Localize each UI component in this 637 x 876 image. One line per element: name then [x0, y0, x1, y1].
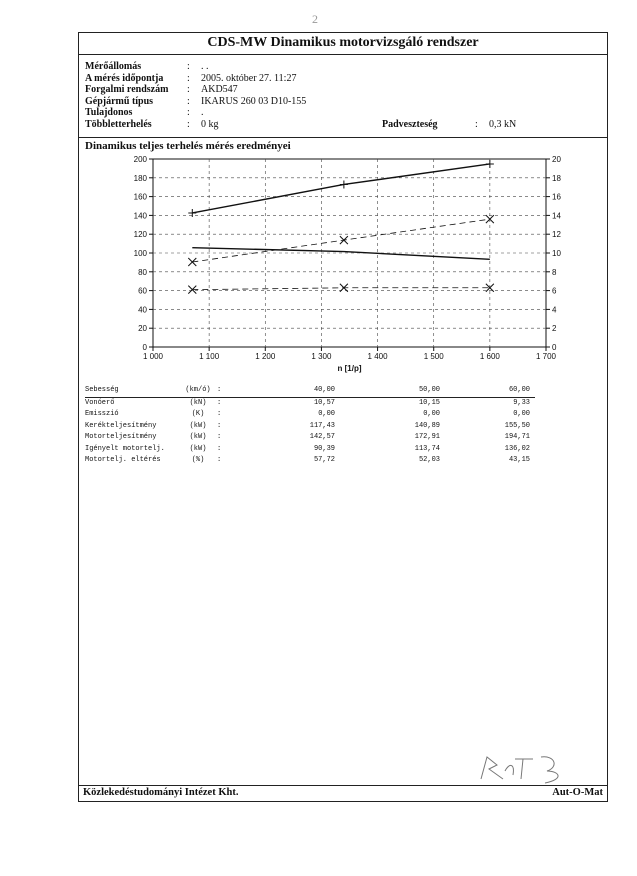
info-value: 0 kg	[201, 118, 219, 130]
results-value: 9,33	[513, 398, 530, 407]
results-header-row	[85, 385, 535, 398]
results-label: Sebesség	[85, 386, 119, 394]
info-value: . .	[201, 61, 209, 72]
results-row	[85, 432, 535, 444]
x-tick-label: 1 200	[255, 352, 276, 361]
info-label: Forgalmi rendszám	[85, 84, 169, 95]
plot-frame	[153, 159, 546, 347]
results-row	[85, 409, 535, 421]
performance-chart	[1, 1, 637, 381]
y-tick-label-right: 6	[552, 286, 557, 296]
info-label: Mérőállomás	[85, 61, 142, 72]
results-row	[85, 398, 535, 410]
results-label: Keréktelјesítmény	[85, 421, 157, 430]
results-value: 50,00	[418, 386, 440, 394]
results-value: 43,15	[508, 456, 530, 464]
x-tick-label: 1 400	[367, 352, 388, 361]
results-value: 155,50	[504, 421, 530, 430]
info-value: 2005. október 27. 11:27	[201, 72, 297, 84]
results-colon: :	[217, 410, 222, 418]
results-label: Emisszió	[85, 410, 119, 418]
x-tick-label: 1 100	[199, 352, 220, 361]
x-tick-label: 1 600	[479, 352, 500, 361]
y-tick-label-right: 20	[552, 155, 561, 164]
chart-title: Dinamikus teljes terhelés mérés eredményei	[85, 140, 291, 152]
footer-institute: Közlekedéstudományi Intézet Kht.	[83, 787, 239, 798]
y-tick-label-left: 40	[138, 305, 147, 315]
results-label: Igényelt motortelj.	[85, 444, 165, 453]
results-unit: (kW)	[189, 421, 207, 430]
x-tick-label: 1 500	[423, 352, 444, 361]
results-value: 0,00	[423, 410, 440, 418]
info-colon: :	[187, 118, 190, 130]
info-colon: :	[187, 95, 190, 107]
results-value: 136,02	[504, 444, 530, 453]
page-number-mark: 2	[312, 12, 318, 26]
info-value: IKARUS 260 03 D10-155	[201, 95, 307, 107]
results-value: 194,71	[504, 433, 530, 441]
y-tick-label-right: 10	[552, 249, 561, 258]
results-colon: :	[217, 444, 222, 453]
results-label: Vonóerő	[85, 398, 115, 407]
drag-loss-label: Padveszteség	[382, 118, 438, 130]
y-tick-label-right: 2	[552, 324, 557, 334]
y-tick-label-left: 20	[138, 324, 147, 334]
y-tick-label-left: 120	[133, 230, 147, 240]
results-unit: (kN)	[189, 398, 207, 407]
series-point-cross	[188, 258, 196, 266]
info-label: Többletterhelés	[85, 118, 152, 130]
results-row	[85, 421, 535, 433]
results-value: 60,00	[508, 386, 530, 394]
report-frame	[78, 32, 608, 802]
results-label: Motorteljesítmény	[85, 433, 157, 441]
y-tick-label-left: 100	[133, 249, 147, 258]
results-value: 0,00	[318, 410, 335, 418]
info-label: Tulajdonos	[85, 107, 133, 118]
x-axis-label: n [1/p]	[337, 364, 362, 373]
y-tick-label-left: 0	[142, 343, 147, 352]
y-tick-label-left: 160	[133, 192, 147, 202]
results-table	[85, 385, 535, 467]
results-colon: :	[217, 386, 222, 394]
info-value: AKD547	[201, 84, 238, 95]
series-point-plus	[340, 180, 348, 188]
results-value: 172,91	[414, 433, 440, 441]
results-colon: :	[217, 456, 222, 464]
info-colon: :	[187, 72, 190, 84]
y-tick-label-left: 60	[138, 286, 147, 296]
results-value: 10,57	[313, 398, 335, 407]
results-unit: (%)	[191, 456, 205, 464]
series-line-0	[192, 164, 490, 213]
y-tick-label-right: 16	[552, 192, 561, 202]
results-value: 0,00	[513, 410, 530, 418]
series-line-2	[192, 248, 490, 260]
results-row	[85, 455, 535, 467]
results-value: 117,43	[309, 421, 335, 430]
drag-loss-colon: :	[475, 118, 478, 130]
results-value: 142,57	[309, 433, 335, 441]
x-tick-label: 1 000	[142, 352, 164, 361]
y-tick-label-right: 4	[552, 305, 557, 315]
results-colon: :	[217, 433, 222, 441]
results-value: 90,39	[313, 444, 335, 453]
info-label: Gépjármű típus	[85, 95, 154, 107]
series-point-plus	[188, 209, 196, 217]
info-label: A mérés időpontja	[85, 72, 164, 84]
results-unit: (kW)	[189, 433, 207, 441]
y-tick-label-left: 140	[133, 211, 147, 221]
results-value: 40,00	[313, 386, 335, 394]
y-tick-label-left: 80	[138, 267, 147, 277]
y-tick-label-right: 14	[552, 211, 561, 221]
footer-divider	[79, 785, 607, 786]
info-colon: :	[187, 61, 190, 72]
y-tick-label-left: 180	[133, 173, 147, 183]
series-point-plus	[486, 160, 494, 168]
info-value: .	[201, 107, 204, 118]
y-tick-label-right: 0	[552, 343, 557, 352]
series-line-1	[192, 219, 490, 262]
results-row	[85, 444, 535, 456]
signature-icon	[475, 749, 595, 789]
results-value: 57,72	[313, 456, 335, 464]
results-value: 113,74	[414, 444, 440, 453]
y-tick-label-left: 200	[133, 155, 147, 164]
series-line-3	[192, 288, 490, 290]
results-colon: :	[217, 398, 222, 407]
results-colon: :	[217, 421, 222, 430]
x-tick-label: 1 700	[535, 352, 557, 361]
drag-loss-value: 0,3 kN	[489, 118, 517, 130]
results-unit: (K)	[191, 410, 205, 418]
results-label: Motortelj. eltérés	[85, 456, 161, 464]
info-colon: :	[187, 107, 190, 118]
results-value: 52,03	[418, 456, 440, 464]
results-unit: (km/ó)	[185, 386, 211, 394]
y-tick-label-right: 12	[552, 230, 561, 240]
y-tick-label-right: 8	[552, 267, 557, 277]
info-colon: :	[187, 84, 190, 95]
results-value: 10,15	[418, 398, 440, 407]
footer-brand: Aut-O-Mat	[552, 787, 603, 798]
y-tick-label-right: 18	[552, 173, 561, 183]
results-value: 140,89	[414, 421, 440, 430]
report-title: CDS-MW Dinamikus motorvizsgáló rendszer	[207, 35, 479, 50]
x-tick-label: 1 300	[311, 352, 332, 361]
results-unit: (kW)	[189, 444, 207, 453]
